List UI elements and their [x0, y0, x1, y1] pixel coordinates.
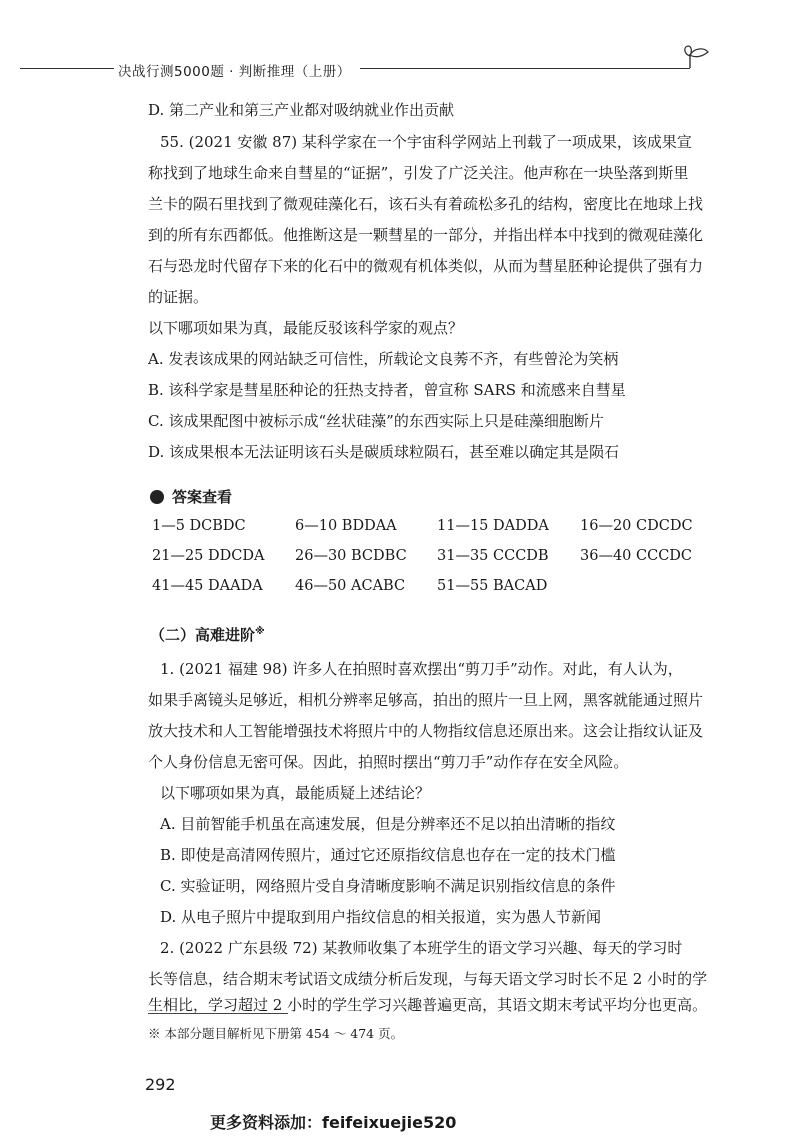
option-d: D. 从电子照片中提取到用户指纹信息的相关报道，实为愚人节新闻 [160, 908, 602, 926]
question-2-line: 长等信息，结合期末考试语文成绩分析后发现，与每天语文学习时长不足 2 小时的学 [148, 970, 708, 988]
answer-cell: 1—5 DCBDC [152, 518, 246, 534]
option-a: A. 目前智能手机虽在高速发展，但是分辨率还不足以拍出清晰的指纹 [160, 815, 616, 833]
question-55-line: 的证据。 [148, 288, 209, 306]
question-1-line: 个人身份信息无密可保。因此，拍照时摆出“剪刀手”动作存在安全风险。 [148, 753, 629, 771]
question-55-prompt: 以下哪项如果为真，最能反驳该科学家的观点？ [148, 319, 464, 337]
answer-cell: 26—30 BCDBC [295, 548, 407, 564]
question-1-line: 放大技术和人工智能增强技术将照片中的人物指纹信息还原出来。这会让指纹认证及 [148, 722, 704, 740]
question-55-line: 石与恐龙时代留存下来的化石中的微观有机体类似，从而为彗星胚种论提供了强有力 [148, 257, 704, 275]
question-2: 2. (2022 广东县级 72) 某教师收集了本班学生的语文学习兴趣、每天的学习时 [160, 939, 683, 957]
answer-cell: 11—15 DADDA [437, 518, 549, 534]
sprout-icon [682, 38, 722, 70]
footnote-rule [148, 1013, 288, 1014]
answer-cell: 16—20 CDCDC [580, 518, 693, 534]
option-b: B. 该科学家是彗星胚种论的狂热支持者，曾宣称 SARS 和流感来自彗星 [148, 381, 626, 399]
question-55-line: 兰卡的陨石里找到了微观硅藻化石，该石头有着疏松多孔的结构，密度比在地球上找 [148, 195, 704, 213]
running-header: 决战行测5000题 · 判断推理（上册） [118, 64, 351, 80]
answer-cell: 36—40 CCCDC [580, 548, 693, 564]
question-1: 1. (2021 福建 98) 许多人在拍照时喜欢摆出“剪刀手”动作。对此，有人认为， [160, 660, 683, 678]
footnote-mark: ※ [255, 626, 265, 637]
question-2-line: 生相比，学习超过 2 小时的学生学习兴趣普遍更高，其语文期末考试平均分也更高。 [148, 996, 708, 1014]
answer-cell: 46—50 ACABC [295, 578, 406, 594]
option-d: D. 该成果根本无法证明该石头是碳质球粒陨石，甚至难以确定其是陨石 [148, 443, 620, 461]
question-1-prompt: 以下哪项如果为真，最能质疑上述结论？ [160, 784, 431, 802]
answer-cell: 31—35 CCCDB [437, 548, 549, 564]
header-rule-left [20, 68, 114, 69]
answer-cell: 6—10 BDDAA [295, 518, 397, 534]
answer-cell: 51—55 BACAD [437, 578, 548, 594]
question-55: 55. (2021 安徽 87) 某科学家在一个宇宙科学网站上刊载了一项成果，该成果宣 [160, 133, 692, 151]
answer-cell: 41—45 DAADA [152, 578, 263, 594]
question-55-line: 称找到了地球生命来自彗星的“证据”，引发了广泛关注。他声称在一块坠落到斯里 [148, 164, 689, 182]
section-title: （二）高难进阶※ [150, 626, 265, 644]
option-d-prev: D. 第二产业和第三产业都对吸纳就业作出贡献 [148, 101, 455, 119]
option-a: A. 发表该成果的网站缺乏可信性，所载论文良莠不齐，有些曾沦为笑柄 [148, 350, 619, 368]
page-number: 292 [145, 1075, 176, 1094]
header-rule-right [360, 68, 690, 69]
option-b: B. 即使是高清网传照片，通过它还原指纹信息也存在一定的技术门槛 [160, 846, 616, 864]
question-1-line: 如果手离镜头足够近，相机分辨率足够高，拍出的照片一旦上网，黑客就能通过照片 [148, 691, 704, 709]
question-55-line: 到的所有东西都低。他推断这是一颗彗星的一部分，并指出样本中找到的微观硅藻化 [148, 226, 704, 244]
answer-cell: 21—25 DDCDA [152, 548, 265, 564]
footnote: ※ 本部分题目解析见下册第 454 ～ 474 页。 [148, 1026, 404, 1041]
watermark-text: 更多资料添加：feifeixuejie520 [210, 1113, 457, 1132]
option-c: C. 该成果配图中被标示成“丝状硅藻”的东西实际上只是硅藻细胞断片 [148, 412, 604, 430]
answer-section-title: 答案查看 [150, 486, 232, 507]
option-c: C. 实验证明，网络照片受自身清晰度影响不满足识别指纹信息的条件 [160, 877, 616, 895]
answer-badge-icon [150, 490, 164, 504]
